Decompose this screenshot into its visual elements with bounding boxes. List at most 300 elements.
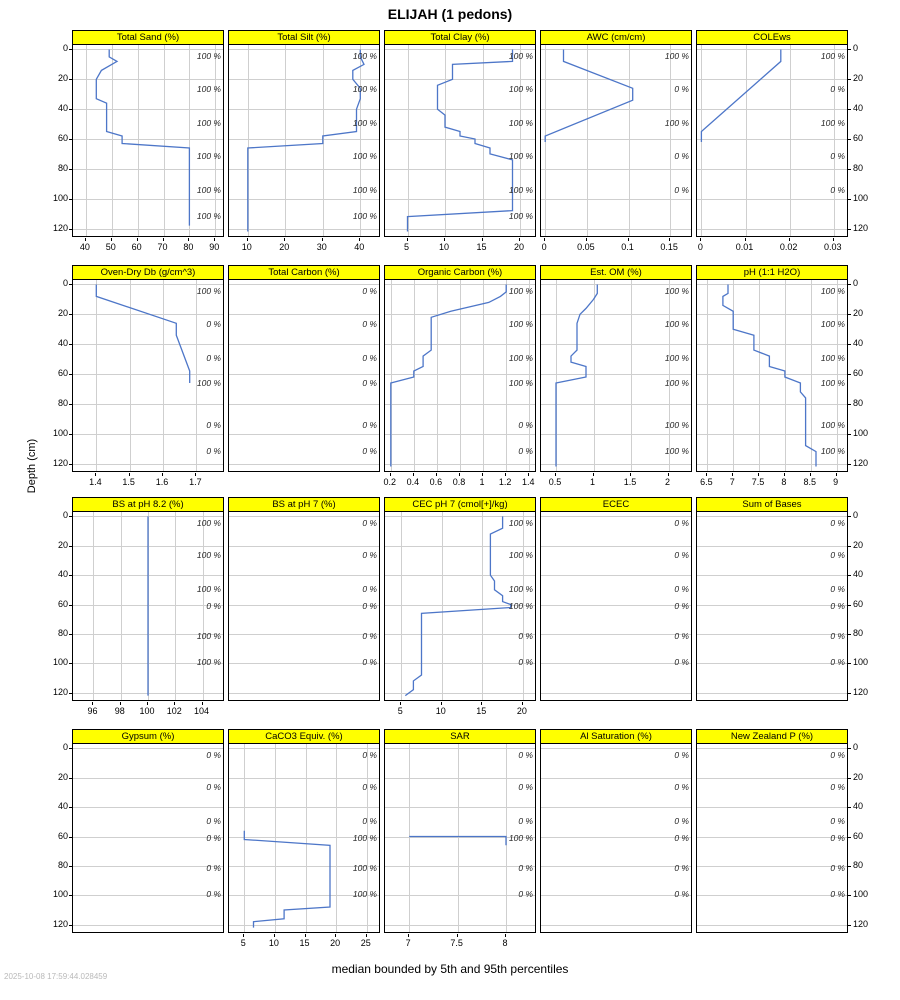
percent-label: 100 % bbox=[508, 151, 533, 161]
x-tick-label: 7.5 bbox=[751, 477, 765, 487]
y-tick-label: 0 bbox=[853, 43, 859, 54]
gridline-horizontal bbox=[229, 404, 379, 405]
gridline-horizontal bbox=[229, 634, 379, 635]
plot-area bbox=[540, 279, 692, 472]
y-tick-mark bbox=[848, 575, 851, 576]
y-tick-label: 120 bbox=[52, 457, 68, 468]
plot-area bbox=[384, 279, 536, 472]
y-tick-mark bbox=[848, 807, 851, 808]
x-tick-label: 1.4 bbox=[521, 477, 535, 487]
percent-label: 100 % bbox=[196, 518, 221, 528]
x-tick-mark bbox=[111, 238, 112, 241]
y-tick-label: 20 bbox=[57, 73, 68, 84]
percent-label: 100 % bbox=[820, 420, 845, 430]
percent-label: 0 % bbox=[830, 657, 845, 667]
x-tick-label: 0.15 bbox=[660, 242, 678, 252]
data-series bbox=[697, 45, 847, 236]
percent-label: 100 % bbox=[508, 185, 533, 195]
gridline-horizontal bbox=[73, 778, 223, 779]
y-tick-mark bbox=[848, 464, 851, 465]
x-tick-label: 1.4 bbox=[89, 477, 102, 487]
y-tick-mark bbox=[848, 374, 851, 375]
percent-label: 100 % bbox=[664, 353, 689, 363]
x-tick-mark bbox=[706, 473, 707, 476]
y-tick-mark bbox=[69, 837, 72, 838]
percent-label: 0 % bbox=[362, 601, 377, 611]
y-tick-mark bbox=[69, 464, 72, 465]
y-tick-mark bbox=[69, 229, 72, 230]
chart-panel bbox=[228, 729, 380, 934]
x-tick-label: 0.2 bbox=[383, 477, 397, 487]
percent-label: 0 % bbox=[518, 782, 533, 792]
y-tick-label: 80 bbox=[57, 859, 68, 870]
chart-panel bbox=[696, 30, 848, 238]
percent-label: 0 % bbox=[362, 750, 377, 760]
x-tick-mark bbox=[413, 473, 414, 476]
percent-label: 0 % bbox=[362, 657, 377, 667]
panel-title: CEC pH 7 (cmol[+]/kg) bbox=[384, 497, 536, 512]
panel-title: CaCO3 Equiv. (%) bbox=[228, 729, 380, 744]
gridline-horizontal bbox=[229, 516, 379, 517]
x-tick-mark bbox=[732, 473, 733, 476]
y-tick-mark bbox=[848, 344, 851, 345]
y-tick-mark bbox=[848, 895, 851, 896]
percent-label: 0 % bbox=[362, 286, 377, 296]
x-tick-label: 102 bbox=[166, 706, 182, 716]
x-tick-mark bbox=[668, 473, 669, 476]
y-tick-mark bbox=[69, 778, 72, 779]
percent-label: 100 % bbox=[820, 446, 845, 456]
x-tick-label: 7 bbox=[729, 477, 735, 487]
gridline-horizontal bbox=[697, 634, 847, 635]
data-series bbox=[229, 45, 379, 236]
y-tick-label: 100 bbox=[853, 427, 869, 438]
gridline-horizontal bbox=[229, 575, 379, 576]
x-tick-label: 0.4 bbox=[406, 477, 420, 487]
data-series bbox=[73, 280, 223, 471]
y-tick-mark bbox=[848, 634, 851, 635]
x-tick-mark bbox=[833, 238, 834, 241]
y-tick-mark bbox=[69, 925, 72, 926]
panel-title: Total Sand (%) bbox=[72, 30, 224, 45]
x-tick-label: 1 bbox=[479, 477, 485, 487]
gridline-horizontal bbox=[229, 434, 379, 435]
data-series bbox=[385, 45, 535, 236]
gridline-horizontal bbox=[73, 895, 223, 896]
percent-label: 100 % bbox=[820, 286, 845, 296]
y-tick-mark bbox=[848, 314, 851, 315]
x-tick-mark bbox=[482, 238, 483, 241]
percent-label: 100 % bbox=[196, 185, 221, 195]
y-tick-mark bbox=[69, 109, 72, 110]
percent-label: 100 % bbox=[820, 353, 845, 363]
percent-label: 0 % bbox=[206, 750, 221, 760]
x-tick-label: 70 bbox=[157, 242, 168, 252]
y-tick-label: 40 bbox=[853, 103, 864, 114]
y-tick-mark bbox=[848, 748, 851, 749]
percent-label: 0 % bbox=[674, 782, 689, 792]
y-tick-mark bbox=[69, 516, 72, 517]
y-tick-label: 40 bbox=[853, 801, 864, 812]
percent-label: 0 % bbox=[674, 816, 689, 826]
x-tick-label: 0 bbox=[541, 242, 547, 252]
y-tick-mark bbox=[848, 866, 851, 867]
x-tick-label: 1.6 bbox=[155, 477, 169, 487]
gridline-horizontal bbox=[229, 344, 379, 345]
chart-panel bbox=[540, 265, 692, 473]
y-tick-label: 120 bbox=[853, 918, 869, 929]
percent-label: 0 % bbox=[674, 631, 689, 641]
percent-label: 0 % bbox=[830, 518, 845, 528]
data-series bbox=[541, 280, 691, 471]
y-tick-label: 100 bbox=[52, 192, 68, 203]
y-tick-label: 0 bbox=[62, 510, 68, 521]
gridline-horizontal bbox=[229, 284, 379, 285]
x-tick-mark bbox=[519, 238, 520, 241]
percent-label: 100 % bbox=[508, 211, 533, 221]
panel-title: AWC (cm/cm) bbox=[540, 30, 692, 45]
plot-area bbox=[228, 743, 380, 933]
y-tick-mark bbox=[69, 404, 72, 405]
percent-label: 100 % bbox=[508, 319, 533, 329]
percent-label: 0 % bbox=[518, 889, 533, 899]
panel-title: Total Clay (%) bbox=[384, 30, 536, 45]
x-tick-mark bbox=[836, 473, 837, 476]
data-series bbox=[697, 280, 847, 471]
chart-panel bbox=[540, 729, 692, 934]
percent-label: 0 % bbox=[674, 550, 689, 560]
panel-title: ECEC bbox=[540, 497, 692, 512]
x-tick-mark bbox=[528, 473, 529, 476]
y-tick-mark bbox=[848, 693, 851, 694]
y-tick-label: 40 bbox=[57, 801, 68, 812]
x-tick-label: 9 bbox=[833, 477, 839, 487]
chart-panel bbox=[228, 30, 380, 238]
y-tick-mark bbox=[69, 169, 72, 170]
x-tick-mark bbox=[92, 702, 93, 705]
gridline-horizontal bbox=[697, 837, 847, 838]
percent-label: 0 % bbox=[362, 518, 377, 528]
y-tick-mark bbox=[69, 314, 72, 315]
x-tick-mark bbox=[400, 702, 401, 705]
x-tick-label: 30 bbox=[316, 242, 327, 252]
x-tick-label: 15 bbox=[476, 706, 487, 716]
x-tick-mark bbox=[202, 702, 203, 705]
x-tick-label: 0 bbox=[697, 242, 703, 252]
x-tick-label: 20 bbox=[330, 938, 341, 948]
data-series bbox=[73, 45, 223, 236]
y-tick-label: 60 bbox=[57, 598, 68, 609]
y-tick-mark bbox=[69, 374, 72, 375]
y-tick-mark bbox=[848, 546, 851, 547]
percent-label: 100 % bbox=[352, 833, 377, 843]
x-tick-mark bbox=[188, 238, 189, 241]
y-tick-label: 60 bbox=[853, 368, 864, 378]
percent-label: 100 % bbox=[508, 518, 533, 528]
x-tick-label: 25 bbox=[360, 938, 371, 948]
timestamp: 2025-10-08 17:59:44.028459 bbox=[4, 972, 108, 981]
x-tick-mark bbox=[390, 473, 391, 476]
percent-label: 100 % bbox=[196, 286, 221, 296]
percent-label: 0 % bbox=[362, 816, 377, 826]
data-series bbox=[541, 45, 691, 236]
x-tick-mark bbox=[810, 473, 811, 476]
y-tick-mark bbox=[69, 546, 72, 547]
percent-label: 0 % bbox=[830, 601, 845, 611]
y-tick-mark bbox=[848, 169, 851, 170]
percent-label: 0 % bbox=[206, 863, 221, 873]
percent-label: 100 % bbox=[352, 889, 377, 899]
x-tick-mark bbox=[335, 934, 336, 937]
x-tick-label: 8.5 bbox=[803, 477, 817, 487]
x-tick-label: 6.5 bbox=[700, 477, 713, 487]
x-tick-label: 96 bbox=[87, 706, 98, 716]
y-tick-label: 120 bbox=[52, 918, 68, 929]
chart-panel bbox=[540, 30, 692, 238]
plot-area bbox=[696, 743, 848, 933]
percent-label: 0 % bbox=[674, 863, 689, 873]
data-series bbox=[385, 280, 535, 471]
x-tick-label: 20 bbox=[279, 242, 290, 252]
x-tick-mark bbox=[669, 238, 670, 241]
percent-label: 0 % bbox=[518, 863, 533, 873]
x-tick-label: 0.5 bbox=[548, 477, 562, 487]
percent-label: 0 % bbox=[362, 353, 377, 363]
x-tick-mark bbox=[586, 238, 587, 241]
y-tick-mark bbox=[848, 605, 851, 606]
percent-label: 0 % bbox=[518, 446, 533, 456]
percent-label: 0 % bbox=[518, 420, 533, 430]
panel-title: Oven-Dry Db (g/cm^3) bbox=[72, 265, 224, 280]
y-tick-label: 0 bbox=[853, 278, 859, 289]
panel-title: COLEws bbox=[696, 30, 848, 45]
chart-panel bbox=[72, 265, 224, 473]
plot-area bbox=[384, 511, 536, 701]
y-tick-label: 80 bbox=[853, 627, 864, 638]
gridline-horizontal bbox=[697, 778, 847, 779]
x-tick-mark bbox=[745, 238, 746, 241]
panel-title: New Zealand P (%) bbox=[696, 729, 848, 744]
y-tick-mark bbox=[69, 634, 72, 635]
x-tick-mark bbox=[163, 238, 164, 241]
x-tick-label: 40 bbox=[354, 242, 365, 252]
y-tick-label: 60 bbox=[57, 133, 68, 143]
gridline-horizontal bbox=[229, 663, 379, 664]
page-title: ELIJAH (1 pedons) bbox=[387, 6, 513, 22]
y-tick-label: 80 bbox=[57, 397, 68, 408]
x-tick-label: 8 bbox=[502, 938, 508, 948]
percent-label: 0 % bbox=[206, 816, 221, 826]
x-tick-mark bbox=[137, 238, 138, 241]
y-tick-mark bbox=[848, 663, 851, 664]
plot-area bbox=[540, 44, 692, 237]
percent-label: 0 % bbox=[362, 420, 377, 430]
percent-label: 100 % bbox=[196, 51, 221, 61]
percent-label: 0 % bbox=[206, 319, 221, 329]
plot-area bbox=[228, 44, 380, 237]
percent-label: 100 % bbox=[664, 420, 689, 430]
y-tick-mark bbox=[69, 663, 72, 664]
percent-label: 0 % bbox=[830, 631, 845, 641]
gridline-horizontal bbox=[541, 895, 691, 896]
x-tick-label: 90 bbox=[209, 242, 220, 252]
y-tick-mark bbox=[848, 837, 851, 838]
panel-title: pH (1:1 H2O) bbox=[696, 265, 848, 280]
x-tick-mark bbox=[95, 473, 96, 476]
x-tick-mark bbox=[408, 934, 409, 937]
chart-panel bbox=[384, 265, 536, 473]
y-tick-label: 40 bbox=[57, 103, 68, 114]
percent-label: 0 % bbox=[362, 631, 377, 641]
data-series bbox=[73, 512, 223, 700]
plot-area bbox=[72, 511, 224, 701]
percent-label: 0 % bbox=[362, 550, 377, 560]
gridline-horizontal bbox=[541, 663, 691, 664]
y-tick-mark bbox=[69, 605, 72, 606]
percent-label: 100 % bbox=[352, 211, 377, 221]
x-tick-mark bbox=[593, 473, 594, 476]
percent-label: 0 % bbox=[206, 833, 221, 843]
y-tick-mark bbox=[69, 748, 72, 749]
y-tick-mark bbox=[69, 866, 72, 867]
chart-panel bbox=[696, 497, 848, 702]
x-tick-label: 60 bbox=[131, 242, 142, 252]
y-tick-label: 120 bbox=[52, 222, 68, 233]
x-tick-mark bbox=[274, 934, 275, 937]
y-tick-mark bbox=[848, 49, 851, 50]
x-tick-label: 1.5 bbox=[122, 477, 135, 487]
percent-label: 0 % bbox=[518, 750, 533, 760]
gridline-horizontal bbox=[229, 464, 379, 465]
x-tick-mark bbox=[247, 238, 248, 241]
x-tick-label: 8 bbox=[781, 477, 787, 487]
gridline-horizontal bbox=[73, 925, 223, 926]
x-tick-mark bbox=[505, 473, 506, 476]
percent-label: 0 % bbox=[674, 750, 689, 760]
percent-label: 0 % bbox=[362, 378, 377, 388]
percent-label: 0 % bbox=[674, 889, 689, 899]
y-tick-label: 60 bbox=[57, 830, 68, 841]
y-tick-label: 80 bbox=[57, 162, 68, 173]
panel-title: BS at pH 7 (%) bbox=[228, 497, 380, 512]
gridline-horizontal bbox=[73, 807, 223, 808]
y-tick-label: 100 bbox=[853, 657, 869, 668]
chart-panel bbox=[72, 497, 224, 702]
chart-panel bbox=[72, 729, 224, 934]
x-tick-mark bbox=[700, 238, 701, 241]
percent-label: 0 % bbox=[206, 446, 221, 456]
x-tick-label: 0.1 bbox=[621, 242, 634, 252]
percent-label: 100 % bbox=[508, 584, 533, 594]
gridline-horizontal bbox=[541, 866, 691, 867]
y-tick-label: 80 bbox=[853, 859, 864, 870]
percent-label: 100 % bbox=[508, 550, 533, 560]
y-tick-label: 40 bbox=[57, 338, 68, 349]
gridline-horizontal bbox=[229, 546, 379, 547]
y-tick-label: 40 bbox=[853, 569, 864, 580]
percent-label: 100 % bbox=[664, 446, 689, 456]
plot-area bbox=[72, 279, 224, 472]
percent-label: 0 % bbox=[206, 420, 221, 430]
percent-label: 100 % bbox=[508, 833, 533, 843]
percent-label: 100 % bbox=[508, 378, 533, 388]
x-tick-label: 20 bbox=[513, 242, 524, 252]
chart-panel bbox=[228, 497, 380, 702]
x-tick-label: 5 bbox=[403, 242, 409, 252]
footer-caption: median bounded by 5th and 95th percentiles bbox=[331, 962, 569, 976]
y-tick-label: 0 bbox=[62, 43, 68, 54]
percent-label: 100 % bbox=[196, 84, 221, 94]
x-tick-mark bbox=[441, 702, 442, 705]
percent-label: 0 % bbox=[206, 889, 221, 899]
x-tick-mark bbox=[505, 934, 506, 937]
plot-area bbox=[228, 279, 380, 472]
percent-label: 0 % bbox=[830, 151, 845, 161]
chart-panel bbox=[696, 729, 848, 934]
x-tick-label: 15 bbox=[299, 938, 310, 948]
chart-panel bbox=[228, 265, 380, 473]
x-tick-mark bbox=[85, 238, 86, 241]
x-tick-label: 15 bbox=[476, 242, 487, 252]
gridline-horizontal bbox=[541, 748, 691, 749]
y-axis-label: Depth (cm) bbox=[26, 438, 38, 494]
percent-label: 100 % bbox=[352, 118, 377, 128]
x-tick-label: 40 bbox=[79, 242, 90, 252]
x-tick-label: 20 bbox=[516, 706, 527, 716]
x-tick-label: 7.5 bbox=[450, 938, 463, 948]
percent-label: 100 % bbox=[508, 601, 533, 611]
percent-label: 100 % bbox=[508, 84, 533, 94]
percent-label: 0 % bbox=[830, 782, 845, 792]
percent-label: 100 % bbox=[664, 286, 689, 296]
percent-label: 0 % bbox=[362, 446, 377, 456]
x-tick-label: 80 bbox=[183, 242, 194, 252]
x-tick-mark bbox=[305, 934, 306, 937]
x-tick-label: 10 bbox=[435, 706, 446, 716]
percent-label: 0 % bbox=[830, 750, 845, 760]
y-tick-label: 80 bbox=[853, 162, 864, 173]
y-tick-mark bbox=[69, 434, 72, 435]
y-tick-label: 40 bbox=[57, 569, 68, 580]
gridline-horizontal bbox=[541, 837, 691, 838]
y-tick-label: 20 bbox=[57, 539, 68, 550]
percent-label: 100 % bbox=[820, 378, 845, 388]
percent-label: 100 % bbox=[352, 151, 377, 161]
percent-label: 0 % bbox=[674, 833, 689, 843]
x-tick-label: 10 bbox=[241, 242, 252, 252]
percent-label: 100 % bbox=[352, 863, 377, 873]
y-tick-label: 100 bbox=[52, 657, 68, 668]
percent-label: 0 % bbox=[674, 584, 689, 594]
gridline-horizontal bbox=[697, 807, 847, 808]
percent-label: 0 % bbox=[206, 353, 221, 363]
gridline-horizontal bbox=[229, 605, 379, 606]
chart-panel bbox=[384, 30, 536, 238]
x-tick-label: 1 bbox=[589, 477, 595, 487]
gridline-horizontal bbox=[697, 605, 847, 606]
x-tick-mark bbox=[195, 473, 196, 476]
x-tick-mark bbox=[544, 238, 545, 241]
gridline-horizontal bbox=[541, 807, 691, 808]
percent-label: 0 % bbox=[830, 84, 845, 94]
percent-label: 0 % bbox=[362, 584, 377, 594]
percent-label: 100 % bbox=[508, 353, 533, 363]
percent-label: 0 % bbox=[518, 631, 533, 641]
percent-label: 100 % bbox=[196, 631, 221, 641]
x-tick-mark bbox=[457, 934, 458, 937]
percent-label: 100 % bbox=[196, 550, 221, 560]
percent-label: 100 % bbox=[352, 84, 377, 94]
